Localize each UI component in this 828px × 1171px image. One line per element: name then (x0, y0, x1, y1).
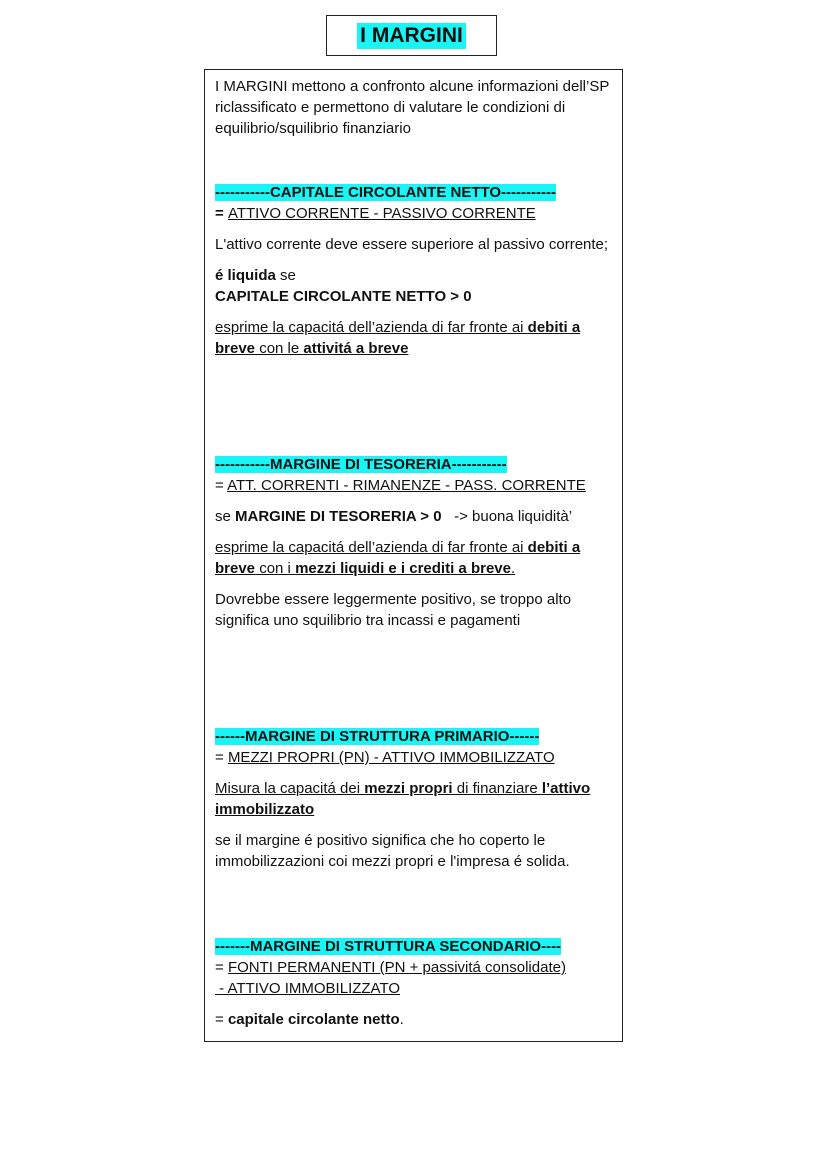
msp-p1-a: Misura la capacitá dei (215, 780, 365, 797)
mss-formula-line1: FONTI PERMANENTI (PN + passivitá consolidate) (227, 959, 566, 976)
mt-p2-b: debiti a breve (215, 539, 581, 577)
ccn-formula-text: ATTIVO CORRENTE - PASSIVO CORRENTE (227, 205, 536, 222)
mss-formula-line2: - ATTIVO IMMOBILIZZATO (215, 980, 401, 997)
ccn-formula (215, 203, 614, 224)
mt-p2-e: . (510, 560, 516, 577)
content-box (204, 69, 623, 1042)
msp-formula-prefix: = (215, 749, 228, 766)
ccn-p2-bold: é liquida (215, 267, 276, 284)
ccn-p3-c: con le (255, 340, 304, 357)
msp-p2: se il margine é positivo significa che ho coperto le immobilizzazioni coi mezzi propri e l'impresa é solida. (215, 832, 570, 870)
ccn-p1: L'attivo corrente deve essere superiore al passivo corrente; (215, 236, 609, 253)
section-struttura-primario (215, 726, 614, 872)
mss-heading (215, 936, 614, 957)
msp-heading (215, 726, 614, 747)
ccn-heading (215, 182, 614, 203)
msp-heading-text: ------MARGINE DI STRUTTURA PRIMARIO------ (215, 728, 540, 745)
mt-p1-b: MARGINE DI TESORERIA > 0 (235, 508, 442, 525)
mt-p2-d: mezzi liquidi e i crediti a breve (295, 560, 511, 577)
mt-p3: Dovrebbe essere leggermente positivo, se troppo alto significa uno squilibrio tra incassi e pagamenti (215, 591, 572, 629)
mt-formula (215, 475, 614, 496)
ccn-p2 (215, 265, 614, 307)
mss-p1-b: capitale circolante netto (227, 1011, 400, 1028)
ccn-p3-b: debiti a breve (215, 319, 581, 357)
section-struttura-secondario (215, 936, 614, 1030)
msp-p1-b: mezzi propri (364, 780, 453, 797)
msp-formula-text: MEZZI PROPRI (PN) - ATTIVO IMMOBILIZZATO (227, 749, 555, 766)
mt-p1 (215, 506, 614, 527)
ccn-p3-d: attivitá a breve (303, 340, 409, 357)
mt-p2-c: con i (255, 560, 296, 577)
intro-text: I MARGINI mettono a confronto alcune informazioni dell’SP riclassificato e permettono di valutare le condizioni di equilibrio/squilibrio finanziario (215, 78, 610, 137)
mt-p2 (215, 537, 614, 579)
ccn-heading-text: -----------CAPITALE CIRCOLANTE NETTO----------- (215, 184, 557, 201)
mt-p1-a: se (215, 508, 236, 525)
mss-heading-text: -------MARGINE DI STRUTTURA SECONDARIO---- (215, 938, 562, 955)
msp-formula (215, 747, 614, 768)
ccn-p2-rest: se (275, 267, 296, 284)
mt-formula-text: ATT. CORRENTI - RIMANENZE - PASS. CORRENTE (227, 477, 586, 494)
mt-heading-text: -----------MARGINE DI TESORERIA----------- (215, 456, 507, 473)
mss-p1-c: . (399, 1011, 404, 1028)
page-title: I MARGINI (357, 23, 466, 49)
mss-p1 (215, 1009, 614, 1030)
mt-formula-prefix: = (215, 477, 228, 494)
title-box (326, 15, 497, 56)
mt-heading (215, 454, 614, 475)
ccn-p3 (215, 317, 614, 359)
ccn-p3-a: esprime la capacitá dell’azienda di far fronte ai (215, 319, 528, 336)
msp-p1-c: di finanziare (452, 780, 542, 797)
mss-formula (215, 957, 614, 999)
mt-p2-a: esprime la capacitá dell’azienda di far fronte ai (215, 539, 528, 556)
section-tesoreria (215, 454, 614, 631)
mss-formula-prefix: = (215, 959, 228, 976)
ccn-formula-prefix: = (215, 205, 228, 222)
msp-p1 (215, 778, 614, 820)
section-intro-and-ccn (215, 76, 614, 359)
mss-p1-a: = (215, 1011, 228, 1028)
mt-p1-c: -> buona liquidità’ (441, 508, 573, 525)
ccn-p2-line2: CAPITALE CIRCOLANTE NETTO > 0 (215, 288, 472, 305)
msp-p1-d: l’attivo immobilizzato (215, 780, 591, 818)
